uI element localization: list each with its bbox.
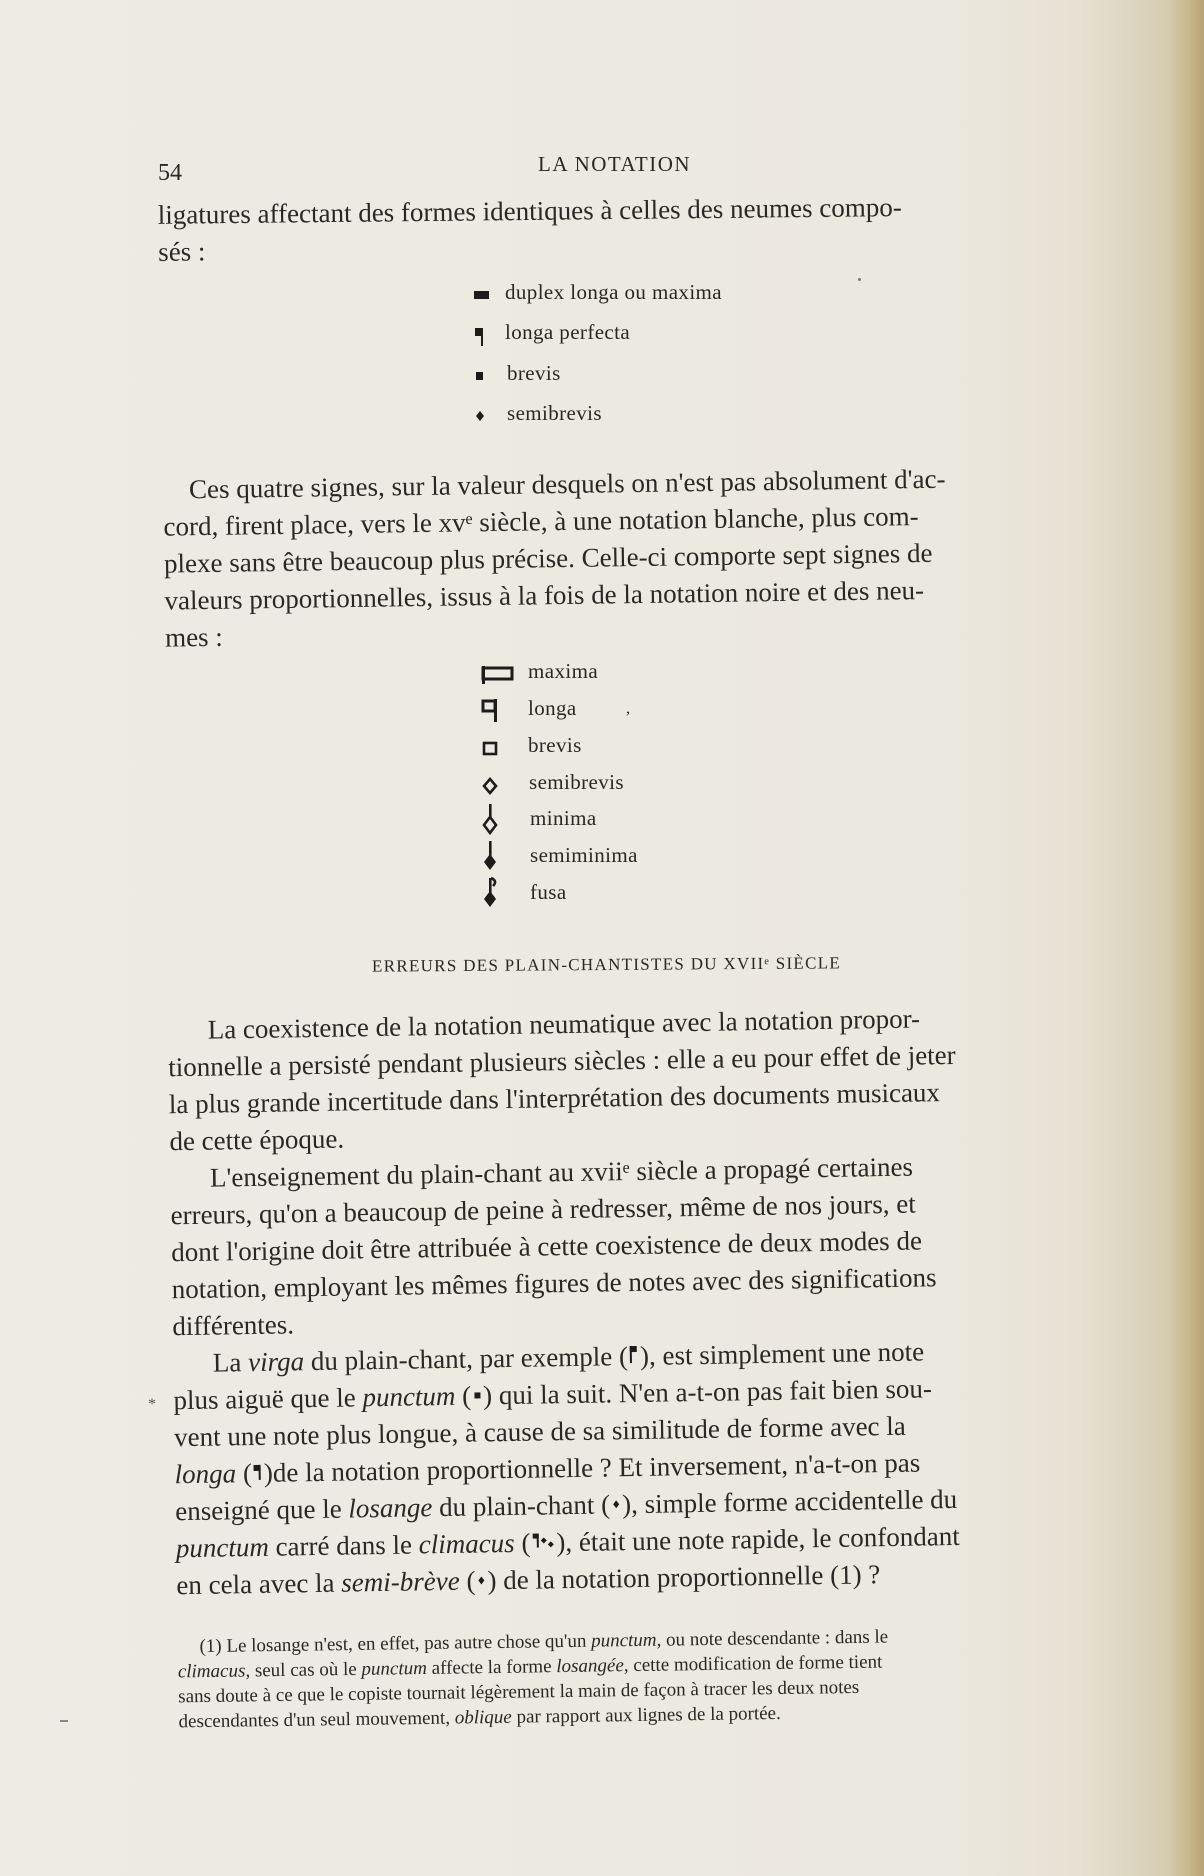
- text-line: de cette époque.: [169, 1123, 345, 1157]
- text-line: La coexistence de la notation neumatique avec la notation propor-: [207, 1003, 921, 1045]
- text-line: en cela avec la semi-brève ( ) de la notation proportionnelle (1) ?: [176, 1559, 881, 1601]
- section-heading: ERREURS DES PLAIN-CHANTISTES DU XVIIᵉ SIÈCLE: [371, 953, 842, 976]
- text-line: Ces quatre signes, sur la valeur desquels on n'est pas absolument d'ac-: [188, 463, 946, 505]
- stray-comma: ,: [626, 700, 631, 717]
- longa-icon: [480, 696, 508, 724]
- text-line: cord, firent place, vers le xvᵉ siècle, à une notation blanche, plus com-: [163, 501, 919, 542]
- text-line: plexe sans être beaucoup plus précise. Celle-ci comporte sept signes de: [163, 537, 933, 579]
- footnote-line: climacus, seul cas où le punctum affecte la forme losangée, cette modification de forme tient: [177, 1651, 883, 1683]
- text-line: mes :: [164, 621, 224, 653]
- list-item-label: longa perfecta: [505, 320, 631, 344]
- footnote-line: descendantes d'un seul mouvement, oblique par rapport aux lignes de la portée.: [178, 1702, 781, 1733]
- footnote: [177, 1622, 1096, 1735]
- fusa-icon: [480, 876, 508, 910]
- list-item-label: brevis: [528, 733, 582, 757]
- list-item-label: brevis: [507, 361, 561, 385]
- longa-inline-icon: [252, 1460, 264, 1482]
- brevis-icon: [480, 735, 508, 763]
- text-line: vent une note plus longue, à cause de sa similitude de forme avec la: [173, 1410, 906, 1453]
- climacus-icon: [530, 1529, 556, 1551]
- body-text: [167, 998, 1101, 1604]
- list-item-label: duplex longa ou maxima: [505, 280, 723, 304]
- list-item-label: fusa: [530, 880, 567, 904]
- text-line: dont l'origine doit être attribuée à cette coexistence de deux modes de: [170, 1225, 923, 1268]
- losange-icon: [610, 1493, 622, 1513]
- text-line: différentes.: [172, 1309, 295, 1342]
- list-item-label: semibrevis: [529, 770, 624, 794]
- list-item-label: semiminima: [530, 843, 638, 867]
- minima-icon: [480, 802, 508, 836]
- list-item-label: semibrevis: [507, 401, 602, 425]
- margin-mark: *: [148, 1396, 156, 1413]
- text-line: longa ( )de la notation proportionnelle ? Et inversement, n'a-t-on pas: [174, 1447, 921, 1490]
- text-line: enseigné que le losange du plain-chant ( ), simple forme accidentelle du: [175, 1483, 958, 1527]
- semiminima-icon: [480, 839, 508, 873]
- text-line: erreurs, qu'on a beaucoup de peine à redresser, même de nos jours, et: [170, 1188, 916, 1231]
- semibrevis-icon: [480, 772, 508, 800]
- list-item-label: longa: [528, 696, 577, 720]
- virga-icon: [628, 1343, 640, 1365]
- list-item-label: minima: [530, 806, 597, 830]
- punctum-icon: [471, 1384, 483, 1404]
- running-head: LA NOTATION: [538, 152, 692, 176]
- text-line: tionnelle a persisté pendant plusieurs siècles : elle a eu pour effet de jeter: [168, 1039, 956, 1083]
- text-line: notation, employant les mêmes figures de notes avec des significations: [171, 1262, 937, 1305]
- semibreve-icon: [475, 1569, 487, 1589]
- text-line: La virga du plain-chant, par exemple ( ), est simplement une note: [212, 1336, 925, 1378]
- text-line: la plus grande incertitude dans l'interprétation des documents musicaux: [168, 1077, 941, 1120]
- text-line: punctum carré dans le climacus ( ), était une note rapide, le confondant: [175, 1520, 960, 1564]
- maxima-icon: [480, 661, 516, 689]
- text-line: ligatures affectant des formes identiques à celles des neumes compo-: [157, 192, 902, 230]
- text-line: plus aiguë que le punctum ( ) qui la suit. N'en a-t-on pas fait bien sou-: [173, 1373, 933, 1416]
- text-line: L'enseignement du plain-chant au xviiᵉ siècle a propagé certaines: [209, 1151, 914, 1193]
- text-line: valeurs proportionnelles, issus à la fois de la notation noire et des neu-: [164, 575, 925, 616]
- footnote-line: (1) Le losange n'est, en effet, pas autre chose qu'un punctum, ou note descendante : dans le: [199, 1626, 889, 1658]
- ink-speck: [858, 278, 861, 281]
- page-number: 54: [158, 160, 182, 186]
- footnote-line: sans doute à ce que le copiste tournait légèrement la main de façon à tracer les deux notes: [178, 1676, 860, 1708]
- list-item-label: maxima: [528, 659, 599, 683]
- text-line: sés :: [158, 236, 206, 267]
- edge-mark: [60, 1720, 68, 1722]
